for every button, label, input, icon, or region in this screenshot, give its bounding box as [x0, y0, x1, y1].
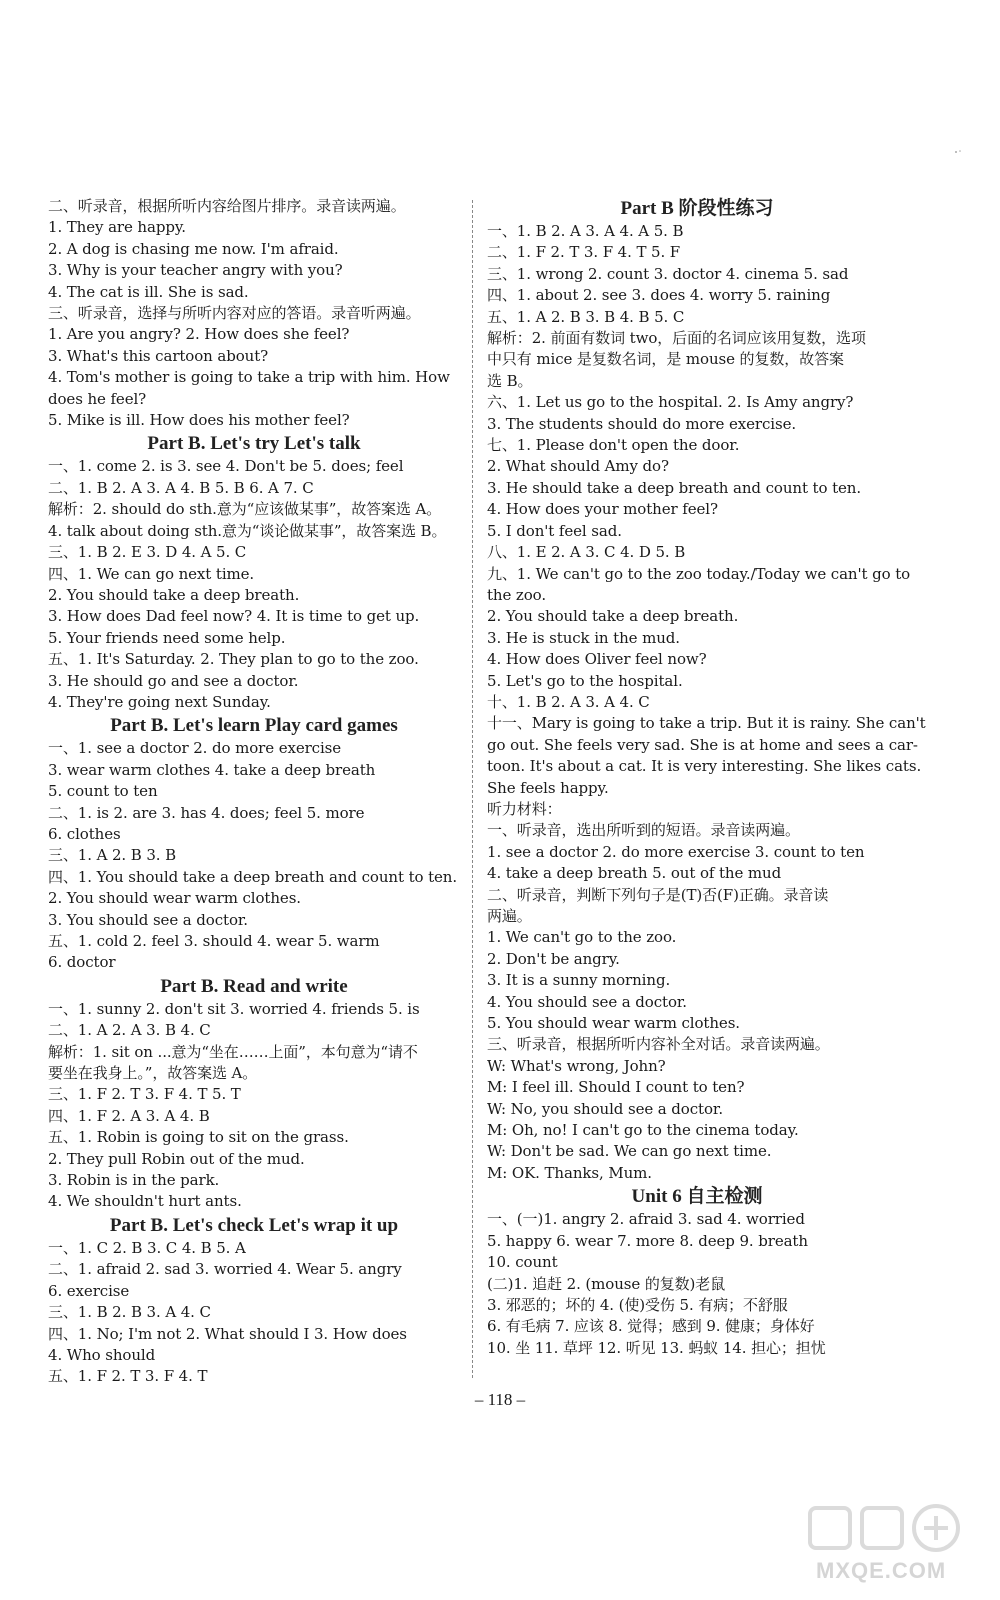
answer-line: 3. He should take a deep breath and count to ten.	[487, 478, 861, 497]
answer-line: toon. It's about a cat. It is very interesting. She likes cats.	[487, 757, 922, 776]
answer-line: 一、1. B 2. A 3. A 4. A 5. B	[487, 222, 684, 240]
answer-line: 1. see a doctor 2. do more exercise 3. count to ten	[487, 842, 865, 861]
section-heading: Part B. Let's try Let's talk	[147, 433, 361, 455]
answer-line: 3. 邪恶的；坏的 4. (使)受伤 5. 有病；不舒服	[487, 1295, 788, 1314]
answer-line: 二、1. A 2. A 3. B 4. C	[48, 1021, 211, 1040]
answer-line: W: No, you should see a doctor.	[487, 1099, 723, 1118]
answer-line: 二、1. F 2. T 3. F 4. T 5. F	[487, 243, 681, 262]
answer-line: W: What's wrong, John?	[487, 1056, 666, 1075]
answer-line: 一、(一)1. angry 2. afraid 3. sad 4. worried	[487, 1210, 805, 1229]
answer-line: 听力材料：	[487, 799, 562, 818]
answer-line: 三、1. A 2. B 3. B	[48, 846, 177, 865]
answer-line: 10. 坐 11. 草坪 12. 听见 13. 蚂蚁 14. 担心；担忧	[487, 1338, 826, 1357]
answer-line: (二)1. 追赶 2. (mouse 的复数)老鼠	[487, 1274, 726, 1293]
answer-line: 3. You should see a doctor.	[48, 910, 248, 929]
answer-line: 4. take a deep breath 5. out of the mud	[487, 864, 782, 883]
answer-line: 五、1. It's Saturday. 2. They plan to go to the zoo.	[48, 650, 419, 669]
answer-line: 6. clothes	[48, 824, 121, 843]
answer-line: 解析：2. 前面有数词 two，后面的名词应该用复数，选项	[487, 329, 866, 348]
answer-line: 七、1. Please don't open the door.	[487, 436, 740, 455]
answer-line: 要坐在我身上。”，故答案选 A。	[48, 1064, 258, 1083]
answer-line: 6. 有毛病 7. 应该 8. 觉得；感到 9. 健康；身体好	[487, 1317, 815, 1336]
answer-line: 五、1. cold 2. feel 3. should 4. wear 5. warm	[48, 932, 380, 950]
answer-line: 3. wear warm clothes 4. take a deep breath	[48, 760, 376, 779]
answer-line: 5. Mike is ill. How does his mother feel?	[48, 411, 350, 430]
answer-line: 一、1. sunny 2. don't sit 3. worried 4. friends 5. is	[48, 999, 420, 1018]
answer-line: 2. You should take a deep breath.	[487, 607, 739, 626]
left-column	[48, 196, 460, 1388]
answer-line: 十、1. B 2. A 3. A 4. C	[487, 692, 650, 711]
answer-line: 4. You should see a doctor.	[487, 992, 687, 1011]
answer-line: 五、1. A 2. B 3. B 4. B 5. C	[487, 307, 685, 326]
answer-line: 4. Who should	[48, 1345, 156, 1364]
answer-line: 解析：1. sit on ...意为“坐在……上面”，本句意为“请不	[48, 1042, 418, 1061]
answer-line: M: OK. Thanks, Mum.	[487, 1163, 652, 1182]
speck-mark	[955, 150, 961, 154]
answer-line: does he feel?	[48, 389, 147, 408]
answer-line: 3. What's this cartoon about?	[48, 346, 269, 365]
answer-line: She feels happy.	[487, 778, 609, 797]
section-heading: Part B. Read and write	[160, 975, 348, 997]
answer-line: 6. doctor	[48, 953, 116, 972]
answer-line: 2. What should Amy do?	[487, 457, 669, 476]
section-heading: Unit 6 自主检测	[631, 1186, 763, 1208]
answer-line: 4. They're going next Sunday.	[48, 692, 271, 711]
answer-line: 2. You should wear warm clothes.	[48, 889, 301, 908]
answer-line: 3. The students should do more exercise.	[487, 414, 797, 433]
right-column	[487, 196, 926, 1359]
answer-line: 三、1. B 2. B 3. A 4. C	[48, 1303, 211, 1322]
answer-line: 3. Robin is in the park.	[48, 1171, 220, 1190]
answer-line: 10. count	[487, 1253, 558, 1272]
answer-line: 4. Tom's mother is going to take a trip with him. How	[48, 368, 450, 387]
answer-line: 1. They are happy.	[48, 218, 186, 237]
answer-line: 三、听录音，根据所听内容补全对话。录音读两遍。	[487, 1035, 830, 1054]
answer-line: 四、1. You should take a deep breath and count to ten.	[48, 867, 458, 886]
answer-line: 5. I don't feel sad.	[487, 521, 622, 540]
section-heading: Part B. Let's learn Play card games	[110, 715, 398, 737]
answer-line: 一、1. C 2. B 3. C 4. B 5. A	[48, 1238, 246, 1257]
answer-line: 4. How does your mother feel?	[487, 500, 718, 519]
answer-line: 二、1. is 2. are 3. has 4. does; feel 5. more	[48, 803, 365, 822]
answer-line: 3. He is stuck in the mud.	[487, 628, 680, 647]
answer-line: 5. You should wear warm clothes.	[487, 1014, 740, 1033]
answer-line: 九、1. We can't go to the zoo today./Today we can't go to	[487, 564, 911, 583]
answer-line: M: Oh, no! I can't go to the cinema today.	[487, 1121, 799, 1140]
answer-line: 1. Are you angry? 2. How does she feel?	[48, 325, 350, 344]
column-divider	[472, 200, 473, 1378]
answer-line: 三、1. F 2. T 3. F 4. T 5. T	[48, 1085, 241, 1104]
answer-line: 四、1. No; I'm not 2. What should I 3. How does	[48, 1324, 407, 1343]
answer-line: 4. talk about doing sth.意为“谈论做某事”，故答案选 B。	[48, 521, 447, 540]
answer-line: 四、1. about 2. see 3. does 4. worry 5. raining	[487, 286, 831, 305]
answer-line: 2. You should take a deep breath.	[48, 585, 300, 604]
answer-line: 3. Why is your teacher angry with you?	[48, 261, 343, 280]
answer-line: 5. happy 6. wear 7. more 8. deep 9. breath	[487, 1231, 808, 1250]
answer-line: 4. How does Oliver feel now?	[487, 650, 707, 669]
answer-line: 二、听录音，根据所听内容给图片排序。录音读两遍。	[48, 197, 406, 215]
answer-line: the zoo.	[487, 585, 547, 604]
answer-line: 选 B。	[487, 371, 533, 390]
answer-line: 六、1. Let us go to the hospital. 2. Is Amy angry?	[487, 393, 854, 412]
answer-line: 五、1. Robin is going to sit on the grass.	[48, 1128, 349, 1147]
answer-line: 5. Your friends need some help.	[48, 628, 286, 647]
answer-line: 三、1. wrong 2. count 3. doctor 4. cinema 5. sad	[487, 264, 849, 283]
answer-line: go out. She feels very sad. She is at home and sees a car-	[487, 735, 918, 754]
answer-line: 2. They pull Robin out of the mud.	[48, 1149, 305, 1168]
section-heading: Part B 阶段性练习	[620, 198, 774, 219]
answer-line: 两遍。	[487, 907, 532, 925]
answer-line: M: I feel ill. Should I count to ten?	[487, 1078, 745, 1097]
answer-line: 3. He should go and see a doctor.	[48, 671, 299, 690]
page-number: – 118 –	[474, 1390, 526, 1409]
answer-line: 中只有 mice 是复数名词，是 mouse 的复数，故答案	[487, 350, 844, 369]
answer-line: 二、1. B 2. A 3. A 4. B 5. B 6. A 7. C	[48, 478, 314, 497]
answer-line: 6. exercise	[48, 1281, 130, 1300]
answer-line: 4. We shouldn't hurt ants.	[48, 1192, 242, 1211]
answer-line: 一、1. come 2. is 3. see 4. Don't be 5. does; feel	[48, 457, 404, 476]
answer-line: 二、1. afraid 2. sad 3. worried 4. Wear 5. angry	[48, 1260, 402, 1279]
answer-line: 解析：2. should do sth.意为“应该做某事”，故答案选 A。	[48, 500, 442, 519]
answer-line: W: Don't be sad. We can go next time.	[487, 1142, 772, 1161]
answer-line: 五、1. F 2. T 3. F 4. T	[48, 1367, 208, 1386]
answer-line: 三、1. B 2. E 3. D 4. A 5. C	[48, 543, 247, 562]
answer-line: 5. count to ten	[48, 782, 158, 801]
answer-line: 一、听录音，选出所听到的短语。录音读两遍。	[487, 821, 800, 840]
answer-line: 4. The cat is ill. She is sad.	[48, 282, 249, 301]
answer-line: 四、1. F 2. A 3. A 4. B	[48, 1106, 210, 1125]
answer-line: 八、1. E 2. A 3. C 4. D 5. B	[487, 543, 686, 562]
answer-line: 1. We can't go to the zoo.	[487, 928, 677, 947]
answer-line: 二、听录音，判断下列句子是(T)否(F)正确。录音读	[487, 885, 829, 904]
answer-line: 5. Let's go to the hospital.	[487, 671, 683, 690]
answer-line: 四、1. We can go next time.	[48, 564, 255, 583]
section-heading: Part B. Let's check Let's wrap it up	[109, 1214, 399, 1236]
answer-line: 2. A dog is chasing me now. I'm afraid.	[48, 239, 339, 258]
answer-line: 3. How does Dad feel now? 4. It is time to get up.	[48, 607, 420, 626]
answer-line: 十一、Mary is going to take a trip. But it is rainy. She can't	[487, 714, 926, 733]
answer-line: 三、听录音，选择与所听内容对应的答语。录音听两遍。	[48, 304, 421, 323]
watermark-logo-icon	[806, 1500, 976, 1560]
watermark-text: MXQE.COM	[816, 1558, 947, 1583]
answer-line: 2. Don't be angry.	[487, 949, 620, 968]
answer-line: 3. It is a sunny morning.	[487, 971, 671, 990]
answer-line: 一、1. see a doctor 2. do more exercise	[48, 739, 342, 758]
watermark	[806, 1500, 976, 1590]
